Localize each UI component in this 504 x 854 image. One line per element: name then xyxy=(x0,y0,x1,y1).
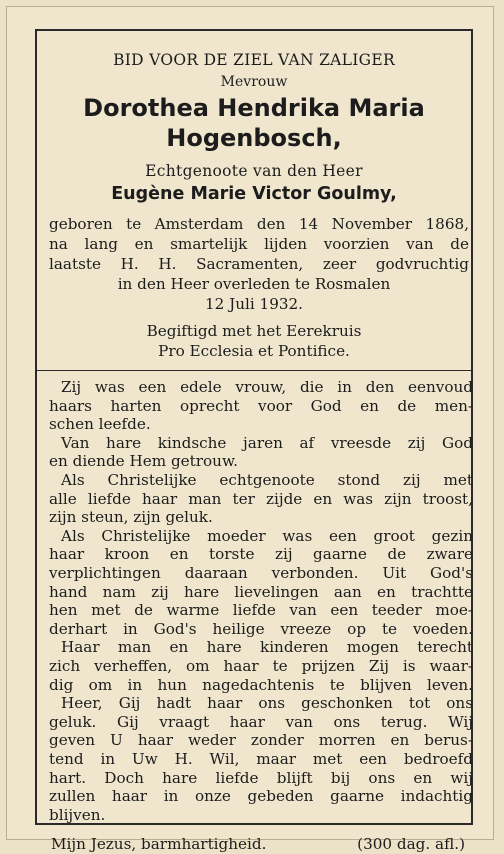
text-line: Zij was een edele vrouw, die in den eenvoud xyxy=(61,378,473,396)
text-line: Van hare kindsche jaren af vreesde zij God xyxy=(61,433,473,452)
card-frame xyxy=(35,29,473,854)
honorific: Mevrouw xyxy=(220,74,288,90)
text-line: hart. Doch hare liefde blijft bij ons en wij xyxy=(49,768,473,787)
death-date: 12 Juli 1932. xyxy=(204,295,304,313)
text-line: zijn steun, zijn geluk. xyxy=(49,508,213,527)
text-line: Als Christelijke echtgenoote stond zij met xyxy=(61,471,473,489)
card-title: BID VOOR DE ZIEL VAN ZALIGER xyxy=(113,51,395,69)
text-line: haars harten oprecht voor God en de men- xyxy=(49,396,473,415)
deceased-name-line2: Hogenbosch, xyxy=(166,124,342,152)
honour-line: Begiftigd met het Eerekruis xyxy=(146,322,362,340)
text-line: geven U haar weder zonder morren en berus- xyxy=(49,731,473,750)
spouse-intro: Echtgenoote van den Heer xyxy=(145,162,363,180)
bio-line: geboren te Amsterdam den 14 November 1868, xyxy=(49,215,469,233)
text-line: tend in Uw H. Wil, maar met een bedroefd xyxy=(49,750,473,768)
text-line: Heer, Gij hadt haar ons geschonken tot ons xyxy=(61,694,473,713)
text-line: blijven. xyxy=(49,805,106,824)
honour-line: Pro Ecclesia et Pontifice. xyxy=(158,342,350,360)
text-line: Haar man en hare kinderen mogen terecht xyxy=(61,638,473,657)
text-line: zullen haar in onze gebeden gaarne indachtig xyxy=(49,787,473,806)
text-line: Als Christelijke moeder was een groot gezin xyxy=(61,526,473,545)
text-line: hen met de warme liefde van een teeder moe- xyxy=(49,601,473,620)
text-line: alle liefde haar man ter zijde en was zijn troost, xyxy=(49,489,473,508)
text-line: hand nam zij hare lievelingen aan en trachtte xyxy=(49,582,473,601)
text-line: en diende Hem getrouw. xyxy=(49,452,238,471)
text-line: zich verheffen, om haar te prijzen Zij is waar- xyxy=(49,657,473,675)
text-line: dig om in hun nagedachtenis te blijven leven. xyxy=(49,675,473,694)
deceased-name-line1: Dorothea Hendrika Maria xyxy=(83,94,425,122)
bio-line: laatste H. H. Sacramenten, zeer godvruchtig xyxy=(49,255,469,273)
text-line: derhart in God's heilige vreeze op te voeden. xyxy=(49,619,473,638)
text-line: schen leefde. xyxy=(49,415,151,434)
spouse-name: Eugène Marie Victor Goulmy, xyxy=(111,184,397,204)
text-line: verplichtingen daaraan verbonden. Uit God's xyxy=(49,564,473,582)
divider xyxy=(37,370,471,371)
memorial-card xyxy=(6,6,494,854)
bio-line: in den Heer overleden te Rosmalen xyxy=(117,275,391,293)
closing-prayer: Mijn Jezus, barmhartigheid. xyxy=(51,835,267,854)
text-line: haar kroon en torste zij gaarne de zware xyxy=(49,545,473,564)
bio-line: na lang en smartelijk lijden voorzien van de xyxy=(49,235,469,253)
text-line: geluk. Gij vraagt haar van ons terug. Wij xyxy=(49,712,473,731)
indulgence-note: (300 dag. afl.) xyxy=(357,835,465,854)
